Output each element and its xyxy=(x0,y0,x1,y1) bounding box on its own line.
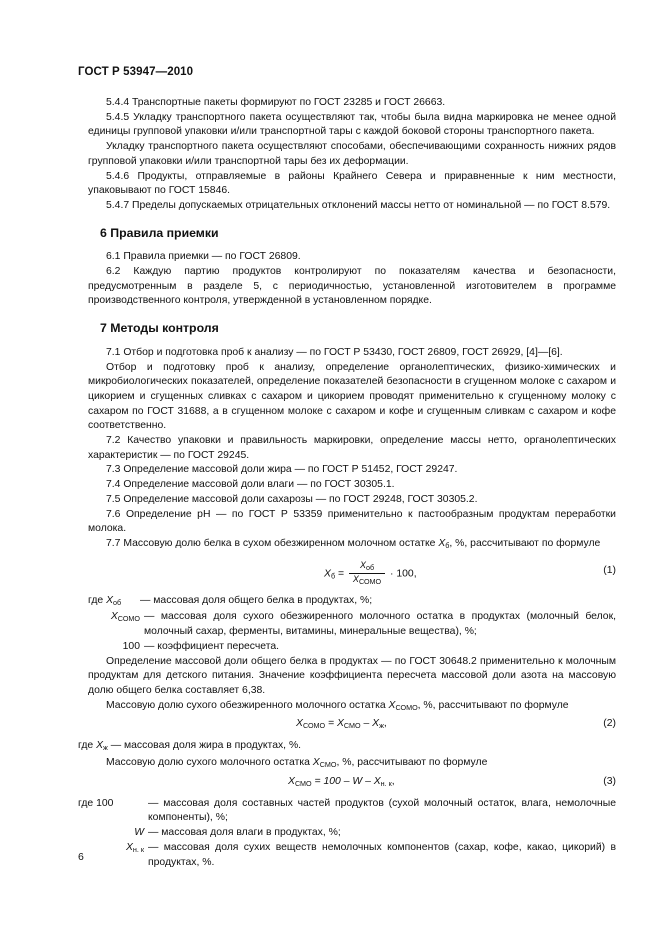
formula-1-denominator xyxy=(349,573,385,587)
f3-intro-sub: СМО xyxy=(319,760,337,770)
formula-2-c: – X xyxy=(360,718,380,730)
where-1-def-1: — массовая доля общего белка в продуктах, %; xyxy=(140,594,373,606)
where-3-term-1 xyxy=(78,797,144,826)
formula-2-sub-a: СОМО xyxy=(302,721,326,731)
paragraph-7-2: 7.2 Качество упаковки и правильность маркировки, определение массы нетто, органолептических характеристик — по ГОСТ 29245. xyxy=(88,435,616,461)
where-3-def-2: — массовая доля влаги в продуктах, %; xyxy=(148,827,341,839)
where-2-prefix: где xyxy=(78,740,97,752)
section-6-heading: 6 Правила приемки xyxy=(100,225,219,240)
formula-3-tail: , xyxy=(391,775,395,787)
formula-1-lhs: X xyxy=(324,567,331,579)
formula-1 xyxy=(88,558,616,588)
f2-intro-b: , %, рассчитывают по формуле xyxy=(417,699,569,711)
where-3-var-2: W xyxy=(134,827,144,839)
where-3-var-1: 100 xyxy=(96,797,114,809)
document-body xyxy=(78,96,616,870)
where-1-def-2: — массовая доля сухого обезжиренного молочного остатка в продуктах (молочный белок, молочный сахар, ферменты, витамины, минеральные вещества), %; xyxy=(144,611,616,638)
where-2 xyxy=(78,739,616,756)
formula-1-den-sub: СОМО xyxy=(358,576,382,586)
p77-var-sub: б xyxy=(445,540,450,550)
f3-intro-var: X xyxy=(312,757,320,769)
formula-3-expression xyxy=(288,775,395,792)
paragraph-7-4: 7.4 Определение массовой доли влаги — по ГОСТ 30305.1. xyxy=(106,479,395,491)
p77-text-a: 7.7 Массовую долю белка в сухом обезжиренном молочном остатке xyxy=(106,537,439,549)
formula-3-number: (3) xyxy=(603,775,616,787)
where-2-sub: ж xyxy=(103,743,108,753)
where-1-row-1 xyxy=(88,594,616,611)
p77-var: X xyxy=(438,537,446,549)
where-1-sub-1: об xyxy=(113,597,122,607)
formula-1-numerator xyxy=(349,560,385,573)
paragraph-7-3: 7.3 Определение массовой доли жира — по ГОСТ Р 51452, ГОСТ 29247. xyxy=(106,464,458,476)
f2-intro-var: X xyxy=(388,699,396,711)
formula-3 xyxy=(88,775,616,793)
where-3-row-2 xyxy=(88,826,616,841)
where-2-var: X xyxy=(96,740,103,752)
formula-3-sub-a: СМО xyxy=(294,778,312,788)
paragraph-7-1-cont: Отбор и подготовку проб к анализу, определение органолептических, физико-химических и микробиологических показателей, определение показателей безопасности в сгущенном молоке с сахаром и цикорием и сгущенных сливках с сахаром и цикорием проводят применительно к сгущенному молоку с сахаром по ГОСТ 31688, а в сгущенном молоке с сахаром и кофе и сгущенным сливкам с сахаром и кофе соответственно. xyxy=(88,361,616,432)
where-1-prefix: где xyxy=(88,594,107,606)
f3-intro-b: , %, рассчитывают по формуле xyxy=(336,757,488,769)
where-1-sub-2: СОМО xyxy=(117,614,140,624)
where-3-def-3: — массовая доля сухих веществ немолочных компонентов (сахар, кофе, какао, цикорий) в продуктах, %. xyxy=(148,841,616,868)
where-1-row-2 xyxy=(88,610,616,639)
where-3-sub-3: н. к xyxy=(132,844,144,854)
formula-2 xyxy=(88,717,616,735)
paragraph-formula-2-intro xyxy=(88,699,616,716)
formula-2-tail: , xyxy=(383,718,387,730)
formula-1-equals: = xyxy=(337,567,345,579)
formula-1-fraction xyxy=(349,560,385,587)
where-3-row-1 xyxy=(78,797,616,826)
formula-1-den-var: X xyxy=(352,573,359,584)
formula-1-expression xyxy=(324,560,417,587)
f3-intro-a: Массовую долю сухого молочного остатка xyxy=(106,757,313,769)
f2-intro-a: Массовую долю сухого обезжиренного молочного остатка xyxy=(106,699,389,711)
where-2-def: — массовая доля жира в продуктах, %. xyxy=(107,740,302,752)
paragraph-formula-3-intro xyxy=(88,756,616,773)
page-number: 6 xyxy=(78,851,84,863)
formula-3-a: X xyxy=(288,775,295,787)
where-1-row-3 xyxy=(88,640,616,655)
document-header: ГОСТ Р 53947—2010 xyxy=(78,66,194,78)
formula-3-b: = 100 – W – X xyxy=(311,775,381,787)
p77-text-b: , %, рассчитывают по формуле xyxy=(449,537,601,549)
where-1-term-2 xyxy=(88,610,140,639)
formula-1-num-var: X xyxy=(359,559,366,570)
paragraph-7-6: 7.6 Определение рН — по ГОСТ Р 53359 применительно к пастообразным продуктам переработки молока. xyxy=(88,508,616,535)
paragraph-5-4-5: 5.4.5 Укладку транспортного пакета осуществляют так, чтобы была видна маркировка не менее одной единицы групповой упаковки и/или транспортной тары с каждой боковой стороны транспортного пакета. xyxy=(88,111,616,138)
paragraph-6-2: 6.2 Каждую партию продуктов контролируют по показателям качества и безопасности, предусмотренным в разделе 5, с периодичностью, установленной изготовителем в программе производственного контроля, утвержденной в установленном порядке. xyxy=(88,266,616,307)
paragraph-7-5: 7.5 Определение массовой доли сахарозы — по ГОСТ 29248, ГОСТ 30305.2. xyxy=(106,493,478,505)
formula-1-lhs-sub: б xyxy=(330,570,336,580)
where-3-prefix: где xyxy=(78,797,97,809)
paragraph-7-7 xyxy=(88,537,616,554)
formula-2-expression xyxy=(296,717,387,734)
where-3-row-3 xyxy=(88,841,616,870)
where-3-def-1: — массовая доля составных частей продуктов (сухой молочный остаток, влага, немолочные компоненты), %; xyxy=(148,797,616,824)
where-1-term-3: 100 xyxy=(122,640,140,652)
formula-1-num-sub: об xyxy=(365,562,375,572)
paragraph-5-4-4: 5.4.4 Транспортные пакеты формируют по ГОСТ 23285 и ГОСТ 26663. xyxy=(106,97,446,108)
formula-1-tail: · 100, xyxy=(390,567,417,579)
where-1-var-2: X xyxy=(110,611,118,623)
paragraph-5-4-5-cont: Укладку транспортного пакета осуществляют способами, обеспечивающими сохранность нижних рядов групповой упаковки и/или транспортной тары без их деформации. xyxy=(88,141,616,167)
f2-intro-sub: СОМО xyxy=(395,702,418,712)
where-3-term-2 xyxy=(88,826,144,841)
where-3-var-3: X xyxy=(125,841,133,853)
where-1-def-3: — коэффициент пересчета. xyxy=(144,640,280,652)
paragraph-5-4-7: 5.4.7 Пределы допускаемых отрицательных отклонений массы нетто от номинальной — по ГОСТ 8.579. xyxy=(106,199,611,211)
where-3-term-3 xyxy=(88,841,144,870)
formula-2-number: (2) xyxy=(603,718,616,730)
where-1-var-1: X xyxy=(106,594,113,606)
formula-2-b: = X xyxy=(325,718,344,730)
formula-3-sub-b: н. к xyxy=(380,778,392,788)
formula-2-a: X xyxy=(296,718,303,730)
paragraph-5-4-6: 5.4.6 Продукты, отправляемые в районы Крайнего Севера и приравненные к ним местности, упаковывают по ГОСТ 15846. xyxy=(88,170,616,197)
paragraph-protein-method: Определение массовой доли общего белка в продуктах — по ГОСТ 30648.2 применительно к молочным продуктам для детского питания. Значение коэффициента пересчета массовой доли азота на массовую долю общего белка составляет 6,38. xyxy=(88,655,616,696)
formula-2-sub-b: СМО xyxy=(343,721,361,731)
formula-2-sub-c: ж xyxy=(379,721,384,731)
paragraph-7-1: 7.1 Отбор и подготовка проб к анализу — по ГОСТ Р 53430, ГОСТ 26809, ГОСТ 26929, [4]—[6]. xyxy=(106,346,563,358)
paragraph-6-1: 6.1 Правила приемки — по ГОСТ 26809. xyxy=(106,251,301,263)
section-7-heading: 7 Методы контроля xyxy=(100,321,219,336)
formula-1-number: (1) xyxy=(603,564,616,576)
